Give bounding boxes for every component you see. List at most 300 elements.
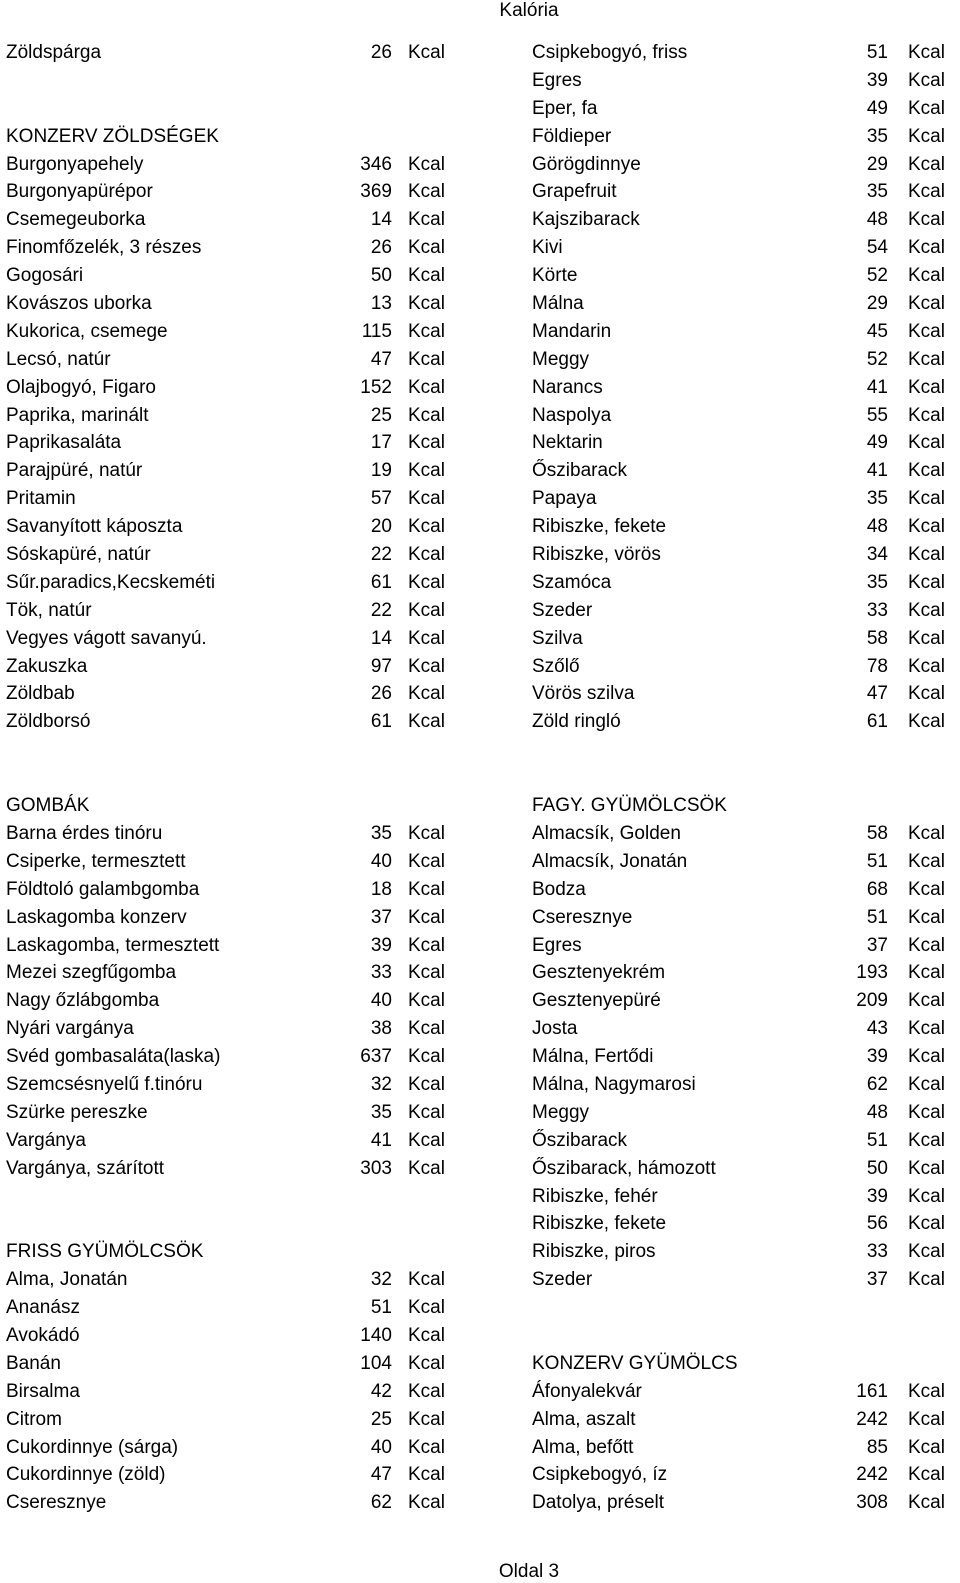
calorie-row	[532, 569, 956, 597]
calorie-value: 152	[360, 376, 392, 398]
calorie-unit: Kcal	[408, 1269, 445, 1291]
food-name: Barna érdes tinóru	[6, 822, 163, 844]
food-name: Zöldbab	[6, 683, 75, 705]
calorie-row	[532, 346, 956, 374]
calorie-unit: Kcal	[908, 1436, 945, 1458]
calorie-row	[532, 178, 956, 206]
calorie-unit: Kcal	[408, 683, 445, 705]
food-name: Almacsík, Golden	[532, 822, 681, 844]
calorie-value: 38	[370, 1018, 392, 1040]
calorie-value: 47	[370, 1464, 392, 1486]
food-name: Zöldborsó	[6, 711, 91, 733]
calorie-unit: Kcal	[408, 571, 445, 593]
food-name: Sóskapüré, natúr	[6, 544, 151, 566]
food-name: Cseresznye	[532, 906, 633, 928]
calorie-row	[532, 1434, 956, 1462]
calorie-value: 25	[370, 1408, 392, 1430]
calorie-row	[532, 67, 956, 95]
calorie-value: 37	[866, 1269, 888, 1291]
calorie-value: 41	[866, 460, 888, 482]
calorie-row	[532, 1322, 956, 1350]
food-name: Szeder	[532, 599, 593, 621]
calorie-value: 35	[370, 822, 392, 844]
calorie-row	[6, 1127, 457, 1155]
food-name: Vegyes vágott savanyú.	[6, 627, 207, 649]
calorie-unit: Kcal	[408, 655, 445, 677]
calorie-unit: Kcal	[908, 293, 945, 315]
calorie-row	[6, 1238, 457, 1266]
calorie-unit: Kcal	[408, 404, 445, 426]
calorie-row	[6, 318, 457, 346]
calorie-value: 33	[370, 962, 392, 984]
calorie-row	[6, 67, 457, 95]
calorie-unit: Kcal	[908, 1101, 945, 1123]
calorie-row	[532, 597, 956, 625]
food-name: Tök, natúr	[6, 599, 92, 621]
calorie-row	[532, 876, 956, 904]
food-name: Őszibarack, hámozott	[532, 1157, 716, 1179]
food-name: KONZERV ZÖLDSÉGEK	[6, 125, 219, 147]
calorie-row	[6, 1015, 457, 1043]
food-name: Szőlő	[532, 655, 580, 677]
calorie-row	[532, 290, 956, 318]
calorie-row	[6, 346, 457, 374]
food-name: Zöldspárga	[6, 42, 102, 63]
food-name: Ribiszke, fekete	[532, 516, 667, 538]
calorie-value: 39	[866, 69, 888, 91]
calorie-unit: Kcal	[408, 1018, 445, 1040]
food-name: Eper, fa	[532, 97, 598, 119]
food-name: Alma, befőtt	[532, 1436, 634, 1458]
food-name: Bodza	[532, 878, 586, 900]
calorie-unit: Kcal	[908, 1269, 945, 1291]
food-name: Málna	[532, 293, 584, 315]
calorie-unit: Kcal	[408, 42, 445, 63]
food-name: Parajpüré, natúr	[6, 460, 143, 482]
calorie-value: 39	[866, 1185, 888, 1207]
food-name: Olajbogyó, Figaro	[6, 376, 156, 398]
calorie-row	[532, 680, 956, 708]
calorie-unit: Kcal	[908, 320, 945, 342]
calorie-row	[6, 513, 457, 541]
calorie-unit: Kcal	[408, 460, 445, 482]
food-name: Zakuszka	[6, 655, 88, 677]
food-name: Körte	[532, 265, 578, 287]
calorie-value: 57	[370, 488, 392, 510]
calorie-unit: Kcal	[408, 209, 445, 231]
calorie-value: 61	[370, 571, 392, 593]
food-name: FAGY. GYÜMÖLCSÖK	[532, 795, 727, 817]
calorie-row	[6, 1461, 457, 1489]
food-name: Vargánya	[6, 1129, 86, 1151]
food-name: Citrom	[6, 1408, 62, 1430]
calorie-row	[532, 1155, 956, 1183]
food-name: Görögdinnye	[532, 153, 641, 175]
calorie-unit: Kcal	[908, 1157, 945, 1179]
calorie-row	[6, 1099, 457, 1127]
calorie-row	[6, 39, 457, 67]
calorie-value: 58	[866, 627, 888, 649]
calorie-unit: Kcal	[908, 42, 945, 63]
calorie-unit: Kcal	[908, 1046, 945, 1068]
calorie-unit: Kcal	[408, 1157, 445, 1179]
calorie-value: 33	[866, 599, 888, 621]
calorie-row	[532, 1183, 956, 1211]
calorie-value: 78	[866, 655, 888, 677]
calorie-unit: Kcal	[408, 822, 445, 844]
calorie-value: 20	[370, 516, 392, 538]
calorie-value: 37	[866, 934, 888, 956]
calorie-value: 52	[866, 265, 888, 287]
calorie-row	[6, 123, 457, 151]
calorie-value: 35	[866, 181, 888, 203]
calorie-value: 41	[370, 1129, 392, 1151]
calorie-unit: Kcal	[908, 1129, 945, 1151]
calorie-value: 193	[856, 962, 888, 984]
food-name: Burgonyapehely	[6, 153, 144, 175]
calorie-unit: Kcal	[908, 571, 945, 593]
food-name: Narancs	[532, 376, 603, 398]
calorie-row	[532, 1238, 956, 1266]
calorie-row	[532, 653, 956, 681]
calorie-value: 17	[370, 432, 392, 454]
food-name: Laskagomba, termesztett	[6, 934, 220, 956]
calorie-unit: Kcal	[908, 1408, 945, 1430]
calorie-unit: Kcal	[408, 1297, 445, 1319]
calorie-row	[6, 792, 457, 820]
calorie-value: 39	[866, 1046, 888, 1068]
calorie-unit: Kcal	[408, 1492, 445, 1514]
calorie-row	[6, 653, 457, 681]
calorie-unit: Kcal	[408, 181, 445, 203]
food-name: Alma, Jonatán	[6, 1269, 128, 1291]
food-name: Csiperke, termesztett	[6, 850, 186, 872]
calorie-row	[532, 987, 956, 1015]
food-name: FRISS GYÜMÖLCSÖK	[6, 1241, 204, 1263]
calorie-value: 161	[856, 1380, 888, 1402]
food-name: Áfonyalekvár	[532, 1380, 642, 1402]
food-name: Kovászos uborka	[6, 293, 152, 315]
calorie-value: 51	[370, 1297, 392, 1319]
calorie-unit: Kcal	[408, 906, 445, 928]
calorie-row	[532, 764, 956, 792]
calorie-unit: Kcal	[408, 488, 445, 510]
calorie-value: 34	[866, 544, 888, 566]
calorie-value: 209	[856, 990, 888, 1012]
calorie-row	[6, 1350, 457, 1378]
calorie-row	[6, 1322, 457, 1350]
calorie-value: 41	[866, 376, 888, 398]
calorie-value: 51	[866, 906, 888, 928]
calorie-value: 26	[370, 237, 392, 259]
calorie-unit: Kcal	[908, 990, 945, 1012]
calorie-unit: Kcal	[908, 627, 945, 649]
food-name: Földieper	[532, 125, 612, 147]
food-name: Cukordinnye (sárga)	[6, 1436, 179, 1458]
calorie-row	[6, 1294, 457, 1322]
food-name: Josta	[532, 1018, 578, 1040]
calorie-unit: Kcal	[908, 599, 945, 621]
calorie-unit: Kcal	[908, 683, 945, 705]
calorie-unit: Kcal	[408, 348, 445, 370]
calorie-unit: Kcal	[408, 376, 445, 398]
calorie-value: 29	[866, 293, 888, 315]
calorie-value: 35	[866, 571, 888, 593]
calorie-value: 308	[856, 1492, 888, 1514]
calorie-value: 40	[370, 1436, 392, 1458]
food-name: Gesztenyepüré	[532, 990, 661, 1012]
food-name: KONZERV GYÜMÖLCS	[532, 1352, 738, 1374]
calorie-row	[6, 402, 457, 430]
calorie-value: 35	[370, 1101, 392, 1123]
calorie-row	[532, 541, 956, 569]
calorie-value: 51	[866, 1129, 888, 1151]
calorie-unit: Kcal	[908, 822, 945, 844]
calorie-unit: Kcal	[408, 1073, 445, 1095]
calorie-unit: Kcal	[408, 237, 445, 259]
calorie-value: 68	[866, 878, 888, 900]
food-name: Meggy	[532, 1101, 590, 1123]
food-name: Almacsík, Jonatán	[532, 850, 688, 872]
calorie-unit: Kcal	[408, 432, 445, 454]
calorie-value: 48	[866, 1101, 888, 1123]
calorie-unit: Kcal	[408, 599, 445, 621]
calorie-value: 85	[866, 1436, 888, 1458]
calorie-value: 14	[370, 209, 392, 231]
page-footer: Oldal 3	[498, 1561, 560, 1582]
food-name: Málna, Nagymarosi	[532, 1073, 696, 1095]
calorie-unit: Kcal	[908, 209, 945, 231]
food-name: Vargánya, szárított	[6, 1157, 165, 1179]
calorie-row	[532, 1294, 956, 1322]
calorie-row	[6, 1043, 457, 1071]
calorie-row	[6, 151, 457, 179]
calorie-unit: Kcal	[908, 711, 945, 733]
calorie-unit: Kcal	[908, 906, 945, 928]
calorie-value: 18	[370, 878, 392, 900]
calorie-unit: Kcal	[908, 376, 945, 398]
calorie-value: 52	[866, 348, 888, 370]
calorie-value: 50	[370, 265, 392, 287]
calorie-row	[6, 206, 457, 234]
food-name: Őszibarack	[532, 460, 628, 482]
calorie-row	[6, 1406, 457, 1434]
calorie-row	[532, 206, 956, 234]
calorie-row	[6, 290, 457, 318]
food-name: Banán	[6, 1352, 61, 1374]
calorie-value: 115	[361, 320, 392, 342]
food-name: Mezei szegfűgomba	[6, 962, 177, 984]
calorie-row	[532, 1350, 956, 1378]
calorie-row	[532, 792, 956, 820]
calorie-row	[6, 541, 457, 569]
calorie-row	[6, 485, 457, 513]
food-name: Datolya, préselt	[532, 1492, 665, 1514]
calorie-row	[532, 485, 956, 513]
calorie-unit: Kcal	[408, 1436, 445, 1458]
calorie-unit: Kcal	[908, 181, 945, 203]
calorie-unit: Kcal	[908, 265, 945, 287]
calorie-row	[6, 708, 457, 736]
calorie-unit: Kcal	[908, 1464, 945, 1486]
food-name: Alma, aszalt	[532, 1408, 636, 1430]
food-name: Csemegeuborka	[6, 209, 146, 231]
food-name: GOMBÁK	[6, 795, 90, 817]
food-name: Egres	[532, 69, 582, 91]
calorie-unit: Kcal	[408, 1408, 445, 1430]
calorie-unit: Kcal	[908, 1073, 945, 1095]
calorie-row	[6, 876, 457, 904]
calorie-row	[6, 1183, 457, 1211]
calorie-row	[532, 904, 956, 932]
calorie-row	[6, 820, 457, 848]
calorie-value: 51	[866, 42, 888, 63]
calorie-row	[532, 95, 956, 123]
calorie-unit: Kcal	[908, 237, 945, 259]
calorie-value: 32	[370, 1073, 392, 1095]
calorie-row	[6, 987, 457, 1015]
calorie-unit: Kcal	[408, 1464, 445, 1486]
calorie-unit: Kcal	[408, 1324, 445, 1346]
calorie-row	[532, 123, 956, 151]
calorie-unit: Kcal	[908, 962, 945, 984]
calorie-row	[532, 151, 956, 179]
calorie-row	[532, 1406, 956, 1434]
calorie-value: 242	[856, 1464, 888, 1486]
page-header: Kalória	[499, 0, 559, 21]
food-name: Vörös szilva	[532, 683, 635, 705]
calorie-value: 47	[866, 683, 888, 705]
food-name: Gesztenyekrém	[532, 962, 666, 984]
calorie-value: 637	[360, 1046, 392, 1068]
left-column	[6, 39, 457, 1517]
calorie-row	[532, 318, 956, 346]
calorie-value: 42	[370, 1380, 392, 1402]
food-name: Őszibarack	[532, 1129, 628, 1151]
calorie-row	[532, 402, 956, 430]
food-name: Ribiszke, piros	[532, 1241, 656, 1263]
calorie-unit: Kcal	[408, 1046, 445, 1068]
food-name: Szemcsésnyelű f.tinóru	[6, 1073, 203, 1095]
food-name: Burgonyapürépor	[6, 181, 153, 203]
calorie-row	[6, 457, 457, 485]
food-name: Kivi	[532, 237, 563, 259]
calorie-row	[532, 1071, 956, 1099]
calorie-value: 22	[370, 599, 392, 621]
food-name: Paprika, marinált	[6, 404, 149, 426]
calorie-unit: Kcal	[908, 1492, 945, 1514]
calorie-unit: Kcal	[408, 1352, 445, 1374]
calorie-value: 104	[360, 1352, 392, 1374]
calorie-value: 25	[370, 404, 392, 426]
calorie-unit: Kcal	[408, 153, 445, 175]
calorie-row	[532, 1127, 956, 1155]
calorie-value: 48	[866, 516, 888, 538]
calorie-row	[532, 374, 956, 402]
food-name: Pritamin	[6, 488, 76, 510]
calorie-row	[532, 262, 956, 290]
calorie-unit: Kcal	[408, 627, 445, 649]
calorie-unit: Kcal	[408, 711, 445, 733]
calorie-value: 61	[866, 711, 888, 733]
calorie-row	[532, 1378, 956, 1406]
calorie-unit: Kcal	[908, 934, 945, 956]
calorie-unit: Kcal	[408, 1129, 445, 1151]
calorie-value: 369	[360, 181, 392, 203]
calorie-value: 47	[370, 348, 392, 370]
food-name: Szamóca	[532, 571, 612, 593]
calorie-row	[6, 597, 457, 625]
food-name: Csipkebogyó, íz	[532, 1464, 668, 1486]
food-name: Sűr.paradics,Kecskeméti	[6, 571, 216, 593]
calorie-value: 35	[866, 488, 888, 510]
food-name: Gogosári	[6, 265, 84, 287]
calorie-row	[532, 932, 956, 960]
calorie-value: 45	[866, 320, 888, 342]
calorie-row	[6, 1434, 457, 1462]
food-name: Ananász	[6, 1297, 80, 1319]
calorie-row	[6, 932, 457, 960]
calorie-unit: Kcal	[908, 1241, 945, 1263]
food-name: Papaya	[532, 488, 597, 510]
calorie-row	[6, 904, 457, 932]
calorie-row	[6, 1266, 457, 1294]
calorie-value: 55	[866, 404, 888, 426]
food-name: Cukordinnye (zöld)	[6, 1464, 166, 1486]
food-name: Paprikasaláta	[6, 432, 122, 454]
calorie-unit: Kcal	[908, 544, 945, 566]
food-name: Meggy	[532, 348, 590, 370]
calorie-value: 14	[370, 627, 392, 649]
right-column	[532, 39, 956, 1517]
calorie-value: 54	[866, 237, 888, 259]
calorie-row	[6, 234, 457, 262]
calorie-value: 13	[370, 293, 392, 315]
calorie-unit: Kcal	[408, 1101, 445, 1123]
calorie-unit: Kcal	[408, 878, 445, 900]
calorie-unit: Kcal	[908, 1213, 945, 1235]
calorie-value: 51	[866, 850, 888, 872]
calorie-row	[6, 569, 457, 597]
food-name: Mandarin	[532, 320, 612, 342]
calorie-row	[532, 1043, 956, 1071]
food-name: Málna, Fertődi	[532, 1046, 654, 1068]
calorie-value: 29	[866, 153, 888, 175]
calorie-unit: Kcal	[408, 1380, 445, 1402]
food-name: Nagy őzlábgomba	[6, 990, 160, 1012]
calorie-value: 33	[866, 1241, 888, 1263]
calorie-row	[532, 234, 956, 262]
food-name: Ribiszke, fekete	[532, 1213, 667, 1235]
food-name: Ribiszke, fehér	[532, 1185, 658, 1207]
food-name: Avokádó	[6, 1324, 80, 1346]
calorie-unit: Kcal	[408, 265, 445, 287]
calorie-unit: Kcal	[908, 1185, 945, 1207]
calorie-row	[532, 1210, 956, 1238]
calorie-unit: Kcal	[408, 990, 445, 1012]
calorie-row	[532, 625, 956, 653]
calorie-row	[6, 95, 457, 123]
calorie-value: 26	[370, 42, 392, 63]
calorie-value: 346	[360, 153, 392, 175]
calorie-value: 40	[370, 850, 392, 872]
calorie-row	[6, 374, 457, 402]
calorie-value: 58	[866, 822, 888, 844]
calorie-unit: Kcal	[908, 516, 945, 538]
calorie-value: 48	[866, 209, 888, 231]
calorie-value: 37	[370, 906, 392, 928]
calorie-row	[6, 1489, 457, 1517]
